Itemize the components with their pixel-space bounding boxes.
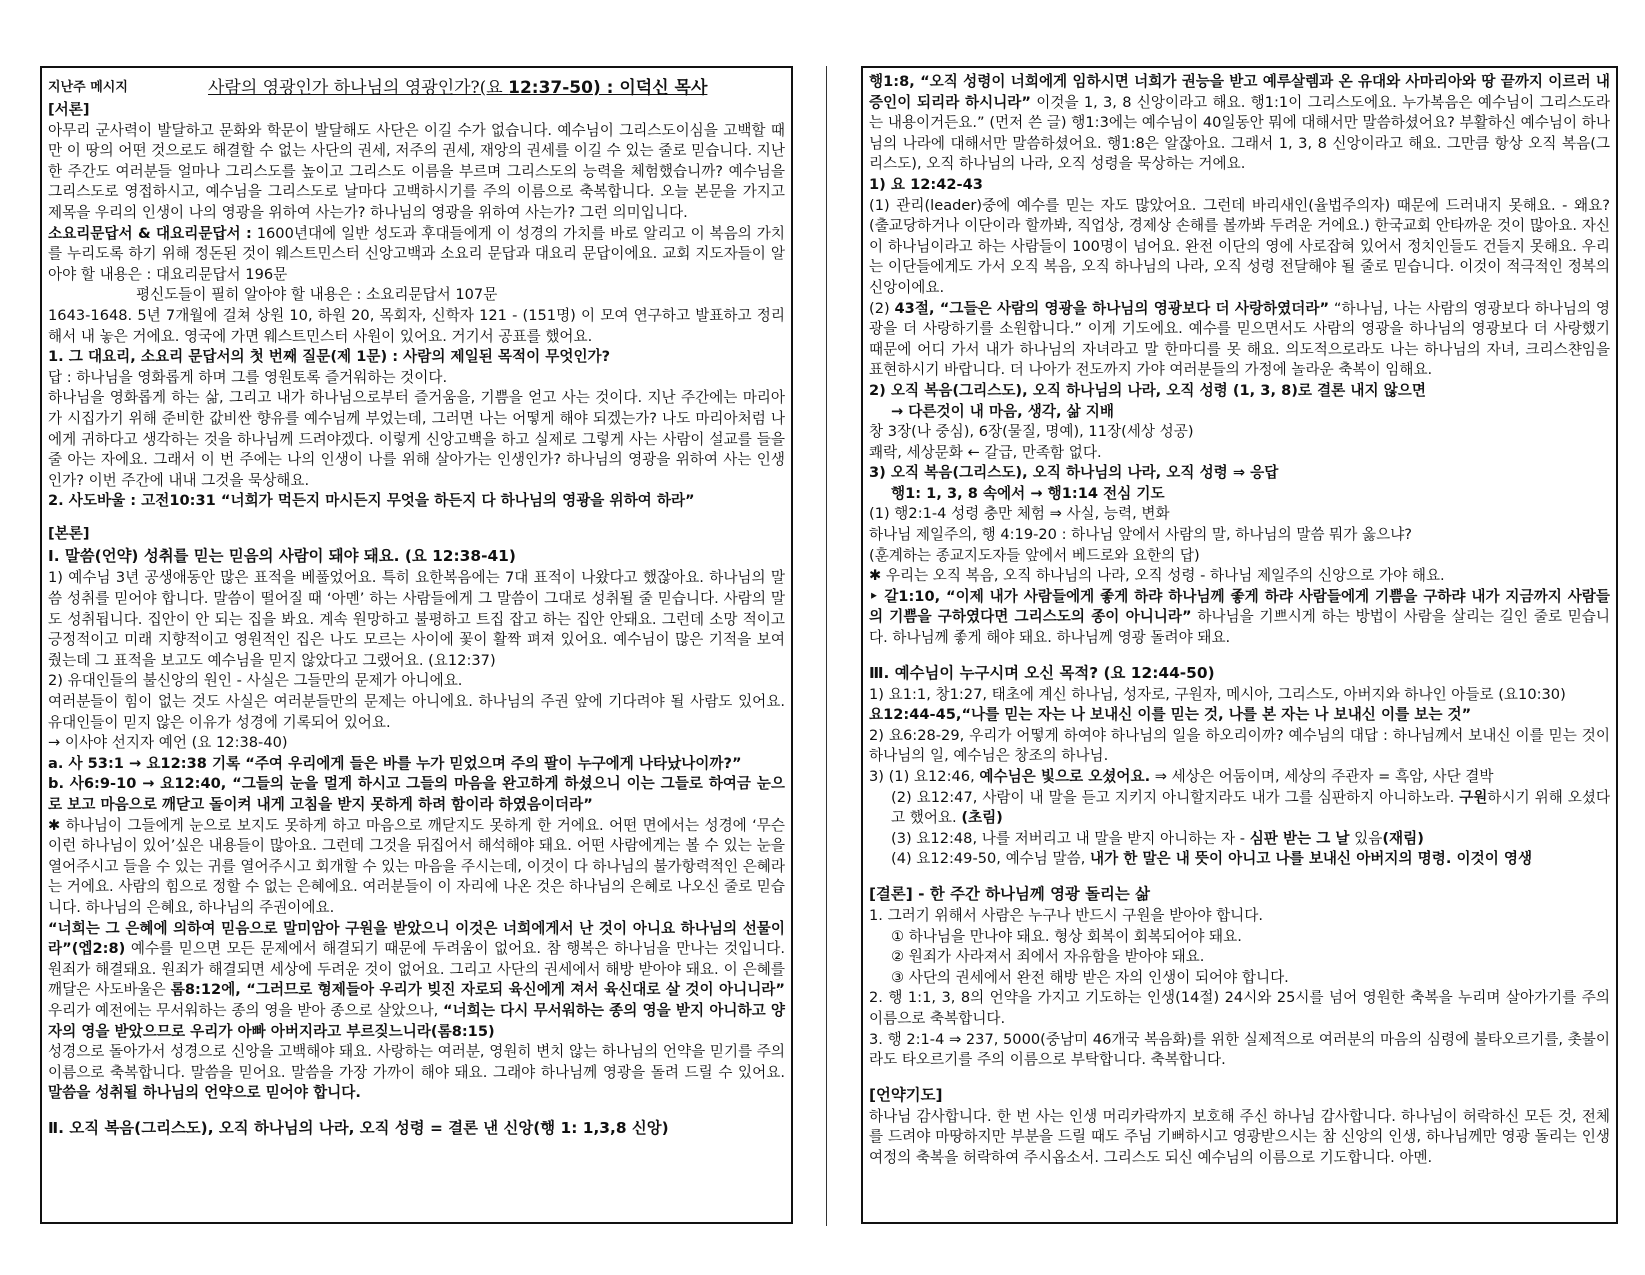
s1-p2-quote: 43절, “그들은 사람의 영광을 하나님의 영광보다 더 사랑하였더라” [894,299,1330,317]
s3-line2: 하나님 제일주의, 행 4:19-20 : 하나님 앞에서 사람의 말, 하나님의 말씀 뭐가 옳으냐? [869,526,1413,544]
sec3-line5-pre: (2) 요12:47, 사람이 내 말을 듣고 지키지 아니할지라도 내가 그를 심판하지 아니하노라. [891,788,1460,806]
s1-p1: (1) 관리(leader)중에 예수를 믿는 자도 많았어요. 그런데 바리새인(율법주의자) 때문에 드러내지 못해요. - 왜요? (출교당하거나 이단이라 할까봐, 직업상, 경제상 손해를 볼까봐 두려운 거에요.) 한국교회 안타까운 것이 많아요. 자신이 하나님이라고 하는 사람들이 100명이 넘어요. 완전 이단의 영에 사로잡혀 있어서 정치인들도 건들지 못해요. 우리는 이단들에게도 가서 오직 복음, 오직 하나님의 나라, 오직 성령 전달해야 될 줄로 믿습니다. 이것이 적극적인 정복의 신앙이에요. [869,196,1610,296]
title-row [48,72,785,98]
spacer [48,512,785,524]
acts-paragraph [869,72,1610,175]
s3-line4: ✱ 우리는 오직 복음, 오직 하나님의 나라, 오직 성령 - 하나님 제일주의 신앙으로 가야 해요. [869,567,1445,585]
gal-paragraph [869,587,1610,649]
section1-star: ✱ 하나님이 그들에게 눈으로 보지도 못하게 하고 마음으로 깨닫지도 못하게 한 거에요. 어떤 면에서는 성경에 ‘무슨 이런 하나님이 있어’싶은 내용들이 많아요. 그런데 그것을 뒤집어서 해석해야 돼요. 어떤 사람에게는 볼 수 있는 눈을 열어주시고 들을 수 있는 귀를 열어주시고 회개할 수 있는 마음을 주시는데, 이것이 다 하나님의 불가항력적인 은혜라는 거에요. 사람의 힘으로 정할 수 없는 은혜에요. 여러분들이 이 자리에 나온 것은 하나님의 은혜로 나오신 줄로 믿습니다. 하나님의 은혜요, 하나님의 주권이에요. [48,816,785,916]
catechism-paragraph [48,224,785,286]
catechism-label: 소요리문답서 & 대요리문답서 : [48,224,252,242]
section2-heading: Ⅱ. 오직 복음(그리스도), 오직 하나님의 나라, 오직 성령 = 결론 낸 신앙(행 1: 1,3,8 신앙) [48,1118,669,1137]
gal-quote: ‣ 갈1:10, “이제 내가 사람들에게 좋게 하랴 하나님께 좋게 하랴 사람들에게 기쁨을 구하랴 내가 지금까지 사람들의 기쁨을 구하였다면 그리스도의 종이 아니니라” [869,587,1610,626]
intro-paragraph: 아무리 군사력이 발달하고 문화와 학문이 발달해도 사단은 이길 수가 없습니다. 예수님이 그리스도이심을 고백할 때만 이 땅의 어떤 것으로도 해결할 수 없는 사단의 권세, 저주의 권세, 재앙의 권세를 이길 수 있는 줄로 믿습니다. 지난 한 주간도 여러분들 얼마나 그리스도를 높이고 그리스도 이름을 부르며 그리스도의 능력을 체험했습니까? 예수님을 그리스도로 영접하시고, 예수님을 그리스도로 날마다 고백하시기를 주의 이름으로 축복합니다. 오늘 본문을 가지고 제목을 우리의 인생이 나의 영광을 위하여 사는가? 하나님의 영광을 위하여 사는가? 그런 의미입니다. [48,121,785,221]
sec3-line7-pre: (4) 요12:49-50, 예수님 말씀, [891,850,1090,868]
acts-text: 이것을 1, 3, 8 신앙이라고 해요. 행1:1이 그리스도에요. 누가복음은 예수님이 그리스도라는 내용이거든요.” (먼저 쓴 글) 행1:3에는 예수님이 40일동안 뭐에 대해서만 말씀하셨어요? 부활하신 예수님이 하나님의 나라에 대해서만 말씀하셨어요. 행1:8은 알잖아요. 그래서 1, 3, 8 신앙이라고 해요. 그만큼 항상 오직 복음(그리스도), 오직 하나님의 나라, 오직 성령을 묵상하는 거에요. [869,93,1610,173]
prayer-heading: [언약기도] [869,1085,943,1104]
right-column [861,66,1618,1224]
sec3-line6-bold2: (재림) [1382,829,1424,847]
conclusion-line4: ③ 사단의 권세에서 완전 해방 받은 자의 인생이 되어야 합니다. [891,968,1289,986]
s3-heading: 3) 오직 복음(그리스도), 오직 하나님의 나라, 오직 성령 ⇒ 응답 [869,464,1279,482]
sec3-line7 [869,849,1610,870]
rom-quote: 롬8:12에, “그러므로 형제들아 우리가 빚진 자로되 육신에게 져서 육신대로 살 것이 아니니라” [170,981,786,999]
sec3-line4-text: ⇒ 세상은 어둠이며, 세상의 주관자 = 흑암, 사단 결박 [1150,768,1494,785]
sec3-line6-bold: 심판 받는 그 날 [1249,829,1350,847]
spacer [869,1071,1610,1083]
section1-end [48,1042,785,1104]
sec3-line5-text: 하시기 위해 오셨다고 했어요. [891,788,1611,827]
sec3-line4-bold: 예수님은 빛으로 오셨어요. [979,768,1151,785]
conclusion-line2: ① 하나님을 만나야 돼요. 형상 회복이 회복되어야 돼요. [891,927,1242,945]
conclusion-line5: 2. 행 1:1, 3, 8의 언약을 가지고 기도하는 인생(14절) 24시와 25시를 넘어 영원한 축복을 누리며 살아가기를 주의 이름으로 축복합니다. [869,989,1610,1027]
sec3-line5-bold: 구원 [1459,788,1488,806]
sec3-line6-pre: (3) 요12:48, 나를 저버리고 내 말을 받지 아니하는 자 - [891,829,1250,847]
q1-text: 하나님을 영화롭게 하는 삶, 그리고 내가 하나님으로부터 즐거움을, 기쁨을 얻고 사는 것이다. 지난 주간에는 마리아가 시집가기 위해 준비한 값비싼 향유를 예수님께 부었는데, 그러면 나는 어떻게 해야 되겠는가? 나도 마리아처럼 나에게 귀하다고 생각하는 것을 하나님께 드려야겠다. 이렇게 신앙고백을 하고 실제로 그렇게 사는 사람이 설교를 들을 줄 아는 자에요. 그래서 이 번 주에는 나의 인생이 나를 위해 살아가는 인생인가? 하나님의 영광을 위하여 사는 인생인가? 이번 주간에 내내 그것을 묵상해요. [48,389,785,489]
eph-quote: “너희는 그 은혜에 의하여 믿음으로 말미암아 구원을 받았으니 이것은 너희에게서 난 것이 아니요 하나님의 선물이라”(엡2:8) [48,919,785,958]
rom2-quote: “너희는 다시 무서워하는 종의 영을 받지 아니하고 양자의 영을 받았으므로 우리가 아빠 아버지라고 부르짖느니라(롬8:15) [48,1001,785,1040]
section1-p2a: 2) 유대인들의 불신앙의 원인 - 사실은 그들만의 문제가 아니에요. [48,672,463,690]
intro-heading: [서론] [48,101,90,118]
s3-line1: (1) 행2:1-4 성령 충만 체험 ⇒ 사실, 능력, 변화 [869,505,1170,523]
gal-text: 하나님을 기쁘시게 하는 방법이 사람을 살리는 길인 줄로 믿습니다. 하나님께 좋게 해야 돼요. 하나님께 영광 돌려야 돼요. [869,608,1610,647]
spacer [869,649,1610,661]
q2-heading: 2. 사도바울 : 고전10:31 “너희가 먹든지 마시든지 무엇을 하든지 다 하나님의 영광을 위하여 하라” [48,492,695,510]
sermon-title-ref: 12:37-50) : 이덕신 목사 [508,77,708,98]
sec3-line7-bold: 내가 한 말은 내 뜻이 아니고 나를 보내신 아버지의 명령. 이것이 영생 [1090,850,1533,868]
catechism-lay: 평신도들이 필히 알아야 할 내용은 : 소요리문답서 107문 [136,286,498,304]
sec3-line6-text: 있음 [1349,829,1383,847]
sec3-line4 [869,767,1610,788]
conclusion-heading [869,882,1610,906]
left-column [40,66,793,1224]
section1-p2c: → 이사야 선지자 예언 (요 12:38-40) [48,734,288,752]
conclusion-line6: 3. 행 2:1-4 ⇒ 237, 5000(중남미 46개국 복음화)를 위한 실제적으로 여러분의 마음의 심령에 불타오르기를, 촛불이라도 타오르기를 주의 이름으로 부탁합니다. 축복합니다. [869,1030,1610,1069]
rom-text: 우리가 예전에는 무서워하는 종의 영을 받아 종으로 살았으나, [48,1001,444,1019]
last-week-label: 지난주 메시지 [48,79,128,95]
section1-p1: 1) 예수님 3년 공생애동안 많은 표적을 베풀었어요. 특히 요한복음에는 7대 표적이 나왔다고 했잖아요. 하나님의 말씀 성취를 믿어야 합니다. 말씀이 떨어질 때 ‘아멘’ 하는 사람들에게 그 말씀이 그대로 성취될 줄 믿습니다. 사람의 말도 성취됩니다. 집안이 안 되는 집을 봐요. 계속 원망하고 불평하고 트집 잡고 하는 집안 안돼요. 그런데 소망 적이고 긍정적이고 미래 지향적이고 영원적인 집은 나도 모르는 사이에 꽃이 활짝 펴져 있어요. 예수님이 많은 기적을 보여 줬는데 그 표적을 보고도 예수님을 믿지 않았다고 그랬어요. (요12:37) [48,569,785,669]
column-divider [826,66,827,1226]
q1-heading: 1. 그 대요리, 소요리 문답서의 첫 번째 질문(제 1문) : 사람의 제일된 목적이 무엇인가? [48,348,611,366]
conclusion-line3: ② 원죄가 사라져서 죄에서 자유함을 받아야 돼요. [891,948,1205,966]
s2-sub: → 다른것이 내 마음, 생각, 삶 지배 [891,402,1114,420]
conclusion-subtitle: - 한 주간 하나님께 영광 돌리는 삶 [912,884,1150,903]
spacer [48,1104,785,1116]
s1-p2-pre: (2) [869,299,895,317]
conclusion-label: [결론] [869,884,913,903]
spacer [869,870,1610,882]
section1-a: a. 사 53:1 → 요12:38 기록 “주여 우리에게 들은 바를 누가 믿었으며 주의 팔이 누구에게 나타났나이까?” [48,754,742,772]
catechism-text: 1600년대에 일반 성도과 후대들에게 이 성경의 가치를 바로 알리고 이 복음의 가치를 누리도록 하기 위해 정돈된 것이 웨스트민스터 신앙고백과 소요리 문답과 대요리 문답이에요. 교회 지도자들이 알아야 할 내용은 : 대요리문답서 196문 [48,224,785,283]
s2-heading: 2) 오직 복음(그리스도), 오직 하나님의 나라, 오직 성령 (1, 3, 8)로 결론 내지 않으면 [869,381,1426,399]
conclusion-line1: 1. 그러기 위해서 사람은 누구나 반드시 구원을 받아야 합니다. [869,906,1264,924]
section1-b: b. 사6:9-10 → 요12:40, “그들의 눈을 멀게 하시고 그들의 마음을 완고하게 하셨으니 이는 그들로 하여금 눈으로 보고 마음으로 깨닫고 돌이켜 내게 고침을 받지 못하게 하려 함이라 하였음이더라” [48,775,785,813]
sec3-line6 [869,829,1610,850]
sec3-line1: 1) 요1:1, 창1:27, 태초에 계신 하나님, 성자로, 구원자, 메시아, 그리스도, 아버지와 하나인 아들로 (요10:30) [869,685,1566,703]
section3-heading: Ⅲ. 예수님이 누구시며 오신 목적? (요 12:44-50) [869,663,1215,682]
s2-line2: 쾌락, 세상문화 ← 갈급, 만족함 없다. [869,443,1102,461]
body-heading: [본론] [48,524,90,542]
sec3-line2: 요12:44-45,“나를 믿는 자는 나 보내신 이를 믿는 것, 나를 본 자는 나 보내신 이를 보는 것” [869,706,1472,724]
eph-text: 예수를 믿으면 모든 문제에서 해결되기 때문에 두려움이 없어요. 참 행복은 하나님을 만나는 것입니다. 원죄가 해결돼요. 원죄가 해결되면 세상에 두려운 것이 없어요. 그리고 사단의 권세에서 해방 받아야 돼요. 이 은혜를 깨달은 사도바울은 [48,940,785,999]
s1-p2-text: “하나님, 나는 사람의 영광보다 하나님의 영광을 더 사랑하기를 소원합니다.” 이게 기도에요. 예수를 믿으면서도 사람의 영광을 하나님의 영광보다 더 사랑했기 때문에 어디 가서 내가 하나님의 자녀라고 말 한마디를 못 해요. 의도적으로라도 나는 하나님의 자녀, 크리스챤임을 표현하시기 바랍니다. 더 나아가 전도까지 가야 여러분들의 가정에 놀라운 축복이 임해요. [869,299,1610,379]
section1-end-text: 성경으로 돌아가서 성경으로 신앙을 고백해야 돼요. 사랑하는 여러분, 영원히 변치 않는 하나님의 언약을 믿기를 주의 이름으로 축복합니다. 말씀을 믿어요. 말씀을 가장 가까이 해야 돼요. 그래야 하나님께 영광을 돌려 드릴 수 있어요. [48,1043,785,1081]
sec3-line4-pre: 3) (1) 요12:46, [869,768,980,785]
acts-quote: 행1:8, “오직 성령이 너희에게 임하시면 너희가 권능을 받고 예루살렘과 온 유대와 사마리아와 땅 끝까지 이르러 내 증인이 되리라 하시니라” [869,73,1610,111]
q1-answer: 답 : 하나님을 영화롭게 하며 그를 영원토록 즐거워하는 것이다. [48,368,448,386]
section1-p2b: 여러분들이 힘이 없는 것도 사실은 여러분들만의 문제는 아니에요. 하나님의 주권 앞에 기다려야 될 사람도 있어요. 유대인들이 믿지 않은 이유가 성경에 기록되어 있어요. [48,693,785,731]
sermon-title [208,73,707,98]
section1-eph [48,919,785,1043]
catechism-history: 1643-1648. 5년 7개월에 걸쳐 상원 10, 하원 20, 목회자, 신학자 121 - (151명) 이 모여 연구하고 발표하고 정리해서 내 놓은 거에요. 영국에 가면 웨스트민스터 사원이 있어요. 거기서 공표를 했어요. [48,306,785,345]
sermon-title-text: 사람의 영광인가 하나님의 영광인가?(요 [208,77,509,98]
s3-sub: 행1: 1, 3, 8 속에서 → 행1:14 전심 기도 [891,484,1165,502]
sec3-line3: 2) 요6:28-29, 우리가 어떻게 하여야 하나님의 일을 하오리이까? 예수님의 대답 : 하나님께서 보내신 이를 믿는 것이 하나님의 일, 예수님은 창조의 하나님. [869,726,1610,765]
prayer-text: 하나님 감사합니다. 한 번 사는 인생 머리카락까지 보호해 주신 하나님 감사합니다. 하나님이 허락하신 모든 것, 전체를 드려야 마땅하지만 부분을 드릴 때도 주님 기뻐하시고 영광받으시는 참 신앙의 인생, 하나님께만 영광 돌리는 인생 여정의 축복을 허락하여 주시옵소서. 그리스도 되신 예수님의 이름으로 기도합니다. 아멘. [869,1107,1610,1166]
sec3-line5-bold2: (초림) [961,809,1003,827]
sec3-line5 [869,788,1610,829]
section1-end-bold: 말씀을 성취될 하나님의 언약으로 믿어야 합니다. [48,1084,361,1102]
s1-p2 [869,299,1610,381]
s1-heading: 1) 요 12:42-43 [869,175,983,193]
s3-line3: (훈계하는 종교지도자들 앞에서 베드로와 요한의 답) [869,546,1200,564]
s2-line1: 창 3장(나 중심), 6장(물질, 명예), 11장(세상 성공) [869,423,1194,441]
section1-heading: Ⅰ. 말씀(언약) 성취를 믿는 믿음의 사람이 돼야 돼요. (요 12:38-41) [48,547,516,566]
